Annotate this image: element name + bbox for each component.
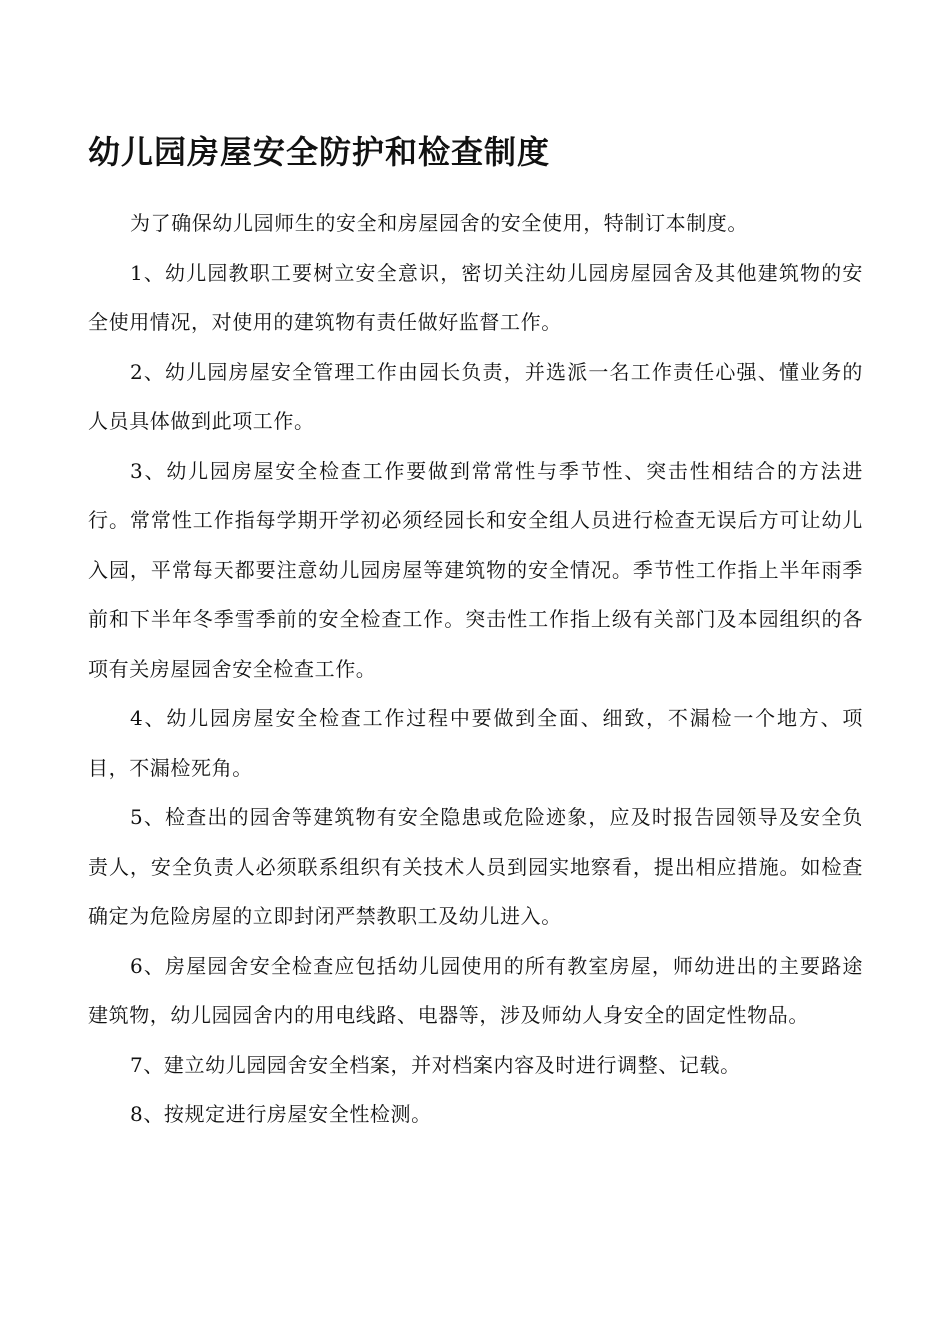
document-body: [88, 199, 863, 1140]
intro-paragraph: 为了确保幼儿园师生的安全和房屋园舍的安全使用，特制订本制度。: [130, 211, 748, 235]
rule-8-paragraph: 8、按规定进行房屋安全性检测。: [130, 1102, 432, 1126]
rule-6-paragraph: 6、房屋园舍安全检查应包括幼儿园使用的所有教室房屋，师幼进出的主要路途建筑物，幼儿园园舍内的用电线路、电器等，涉及师幼人身安全的固定性物品。: [88, 953, 863, 1027]
rule-7-paragraph: 7、建立幼儿园园舍安全档案，并对档案内容及时进行调整、记载。: [130, 1052, 741, 1077]
document-title: 幼儿园房屋安全防护和检查制度: [88, 133, 551, 171]
rule-3-paragraph: 3、幼儿园房屋安全检查工作要做到常常性与季节性、突击性相结合的方法进行。常常性工作指每学期开学初必须经园长和安全组人员进行检查无误后方可让幼儿入园，平常每天都要注意幼儿园房屋等建筑物的安全情况。季节性工作指上半年雨季前和下半年冬季雪季前的安全检查工作。突击性工作指上级有关部门及本园组织的各项有关房屋园舍安全检查工作。: [88, 458, 863, 681]
rule-4-paragraph: 4、幼儿园房屋安全检查工作过程中要做到全面、细致，不漏检一个地方、项目，不漏检死角。: [88, 706, 863, 780]
rule-5-paragraph: 5、检查出的园舍等建筑物有安全隐患或危险迹象，应及时报告园领导及安全负责人，安全负责人必须联系组织有关技术人员到园实地察看，提出相应措施。如检查确定为危险房屋的立即封闭严禁教职工及幼儿进入。: [88, 805, 863, 928]
rule-2-paragraph: 2、幼儿园房屋安全管理工作由园长负责，并选派一名工作责任心强、懂业务的人员具体做到此项工作。: [88, 359, 863, 433]
rule-1-paragraph: 1、幼儿园教职工要树立安全意识，密切关注幼儿园房屋园舍及其他建筑物的安全使用情况，对使用的建筑物有责任做好监督工作。: [88, 260, 863, 334]
